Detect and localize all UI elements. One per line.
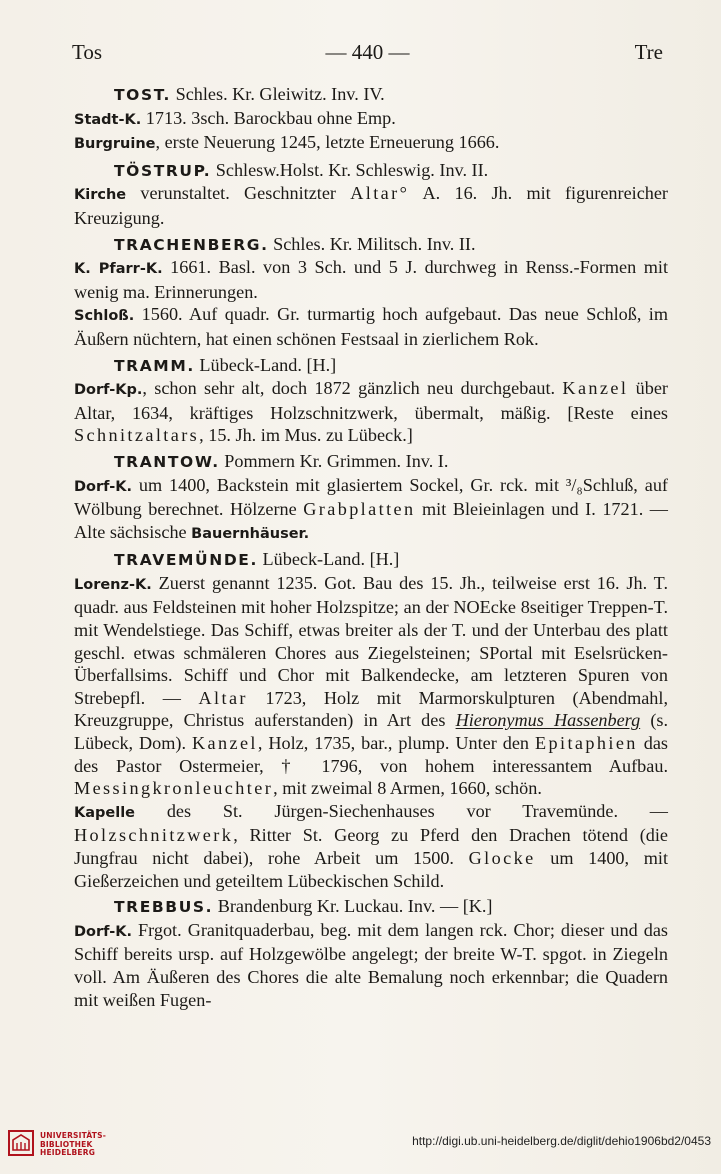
entry-keyword: Schloß. bbox=[74, 308, 135, 325]
text-run: , 15. Jh. im Mus. zu Lübeck.] bbox=[199, 425, 413, 446]
entry-place-name: TRACHENBERG. bbox=[114, 235, 269, 254]
entry-paragraph bbox=[74, 131, 668, 156]
text-run: , Ritter St. Georg zu Pferd den Drachen tötend (die Jungfrau nicht dabei), rohe Arbeit um 1500. bbox=[74, 825, 668, 868]
text-run: 1560. Auf quadr. Gr. turmartig hoch aufgebaut. Das neue Schloß, im Äußern nüchtern, hat einen schönen Festsaal in zierlichem Rok. bbox=[74, 304, 668, 349]
entry-heading bbox=[74, 548, 668, 572]
spaced-term: Holzschnitzwerk bbox=[74, 825, 234, 846]
spaced-term: Kanzel bbox=[191, 733, 258, 754]
gazetteer-entry bbox=[74, 233, 668, 351]
text-run: A. 16. Jh. mit figurenreicher Kreuzigung. bbox=[74, 183, 668, 228]
entry-place-name: TÖSTRUP. bbox=[114, 161, 212, 180]
entry-heading bbox=[74, 83, 668, 107]
entry-keyword: Stadt-K. bbox=[74, 111, 142, 128]
entry-heading bbox=[74, 895, 668, 919]
source-url-link[interactable]: http://digi.ub.uni-heidelberg.de/diglit/dehio1906bd2/0453 bbox=[412, 1134, 711, 1148]
spaced-term: Glocke bbox=[468, 848, 536, 868]
entry-paragraph bbox=[74, 572, 668, 800]
entry-keyword: Kirche bbox=[74, 187, 127, 204]
entry-keyword: Dorf-K. bbox=[74, 923, 132, 940]
entry-place-name: TOST. bbox=[114, 86, 172, 104]
text-run: 1713. 3sch. Barockbau ohne Emp. bbox=[141, 107, 396, 128]
logo-line: UNIVERSITÄTS- bbox=[40, 1131, 107, 1140]
gazetteer-entry bbox=[74, 354, 668, 447]
entry-place-name: TREBBUS. bbox=[114, 898, 214, 917]
page-number: — 440 — bbox=[325, 40, 410, 64]
text-run: Frgot. Granitquaderbau, beg. mit dem langen rck. Chor; dieser und das Schiff bereits ursp. auf Holzgewölbe angelegt; der breite W-T. spgot. in Ziegeln voll. Am Äußeren des Chores die alte Bemalung noch erkennbar; die Quadern mit weißen Fugen- bbox=[74, 919, 668, 1010]
text-run: um 1400, Backstein mit glasiertem Sockel, Gr. rck. mit ³/₈Schluß, auf Wölbung berechnet. Hölzerne bbox=[74, 474, 668, 520]
spaced-term: Altar bbox=[198, 687, 248, 708]
text-run: Pommern Kr. Grimmen. Inv. I. bbox=[219, 450, 449, 471]
text-run: um 1400, mit Gießerzeichen und geteiltem Lübeckischen Schild. bbox=[74, 848, 668, 891]
gazetteer-entry bbox=[74, 895, 668, 1011]
entry-keyword: K. Pfarr-K. bbox=[74, 261, 163, 278]
footer-bar bbox=[0, 1126, 721, 1174]
text-run: Lübeck-Land. [H.] bbox=[257, 549, 400, 570]
gazetteer-entry bbox=[74, 83, 668, 156]
entry-keyword: Dorf-K. bbox=[74, 478, 132, 495]
text-run: des St. Jürgen-Siechenhauses vor Travemünde. — bbox=[135, 800, 668, 821]
entry-paragraph bbox=[74, 256, 668, 303]
entry-keyword: Kapelle bbox=[74, 804, 136, 821]
logo-line: HEIDELBERG bbox=[40, 1148, 96, 1158]
library-logo-text bbox=[40, 1132, 106, 1158]
entry-paragraph bbox=[74, 474, 668, 546]
spaced-term: Kanzel bbox=[562, 378, 629, 399]
text-run: (s. Lübeck, Dom). bbox=[74, 710, 668, 754]
gazetteer-entry bbox=[74, 159, 668, 230]
entry-heading bbox=[74, 233, 668, 257]
gazetteer-entry bbox=[74, 548, 668, 892]
entry-keyword: Burgruine bbox=[74, 136, 156, 153]
text-run: das des Pastor Ostermeier, † 1796, von hohem interessantem Aufbau. bbox=[74, 733, 669, 776]
text-run: über Altar, 1634, kräftiges Holzschnitzwerk, übermalt, mäßig. [Reste eines bbox=[74, 378, 668, 423]
text-run: Zuerst genannt 1235. Got. Bau des 15. Jh., teilweise erst 16. Jh. T. quadr. aus Feldsteinen mit hoher Holzspitze; an der NOEcke 8seitiger Treppen-T. mit Wendelstiege. Das Schiff, etwas breiter als der T. und der Unterbau des platt geschl. etwas schmäleren Chores aus Ziegelsteinen; SPortal mit Eselsrücken-Überfallsims. Schiff und Chor mit Balkendecke, am letzteren Spuren von Strebepfl. — bbox=[74, 572, 668, 708]
text-run: Brandenburg Kr. Luckau. Inv. — [K.] bbox=[213, 896, 493, 917]
header-left-catchword: Tos bbox=[72, 40, 103, 64]
entry-paragraph bbox=[74, 303, 668, 350]
text-run: Lübeck-Land. [H.] bbox=[194, 354, 337, 375]
entry-place-name: TRANTOW. bbox=[114, 452, 220, 471]
entry-keyword: Dorf-Kp. bbox=[74, 382, 143, 399]
text-run: verunstaltet. Geschnitzter bbox=[126, 183, 351, 204]
text-run: Schles. Kr. Militsch. Inv. II. bbox=[268, 233, 476, 254]
entry-heading bbox=[74, 159, 668, 183]
running-header bbox=[72, 40, 663, 70]
entry-paragraph bbox=[74, 182, 668, 229]
text-run: 1661. Basl. von 3 Sch. und 5 J. durchweg in Renss.-Formen mit wenig ma. Erinnerungen. bbox=[74, 257, 668, 302]
library-seal-icon bbox=[8, 1130, 34, 1156]
spaced-term: Messingkronleuchter bbox=[74, 778, 274, 799]
spaced-term: Schnitzaltars bbox=[74, 425, 200, 446]
spaced-term: Grabplatten bbox=[303, 499, 416, 520]
entry-paragraph bbox=[74, 377, 668, 447]
text-run: Schlesw.Holst. Kr. Schleswig. Inv. II. bbox=[211, 159, 489, 180]
text-run: 1723, Holz mit Marmorskulpturen (Abendmahl, Kreuzgruppe, Christus auferstanden) in Art des bbox=[74, 687, 668, 731]
header-right-catchword: Tre bbox=[634, 40, 663, 64]
entry-paragraph bbox=[74, 919, 668, 1011]
entry-keyword: Lorenz-K. bbox=[74, 576, 152, 593]
text-run: Schles. Kr. Gleiwitz. Inv. IV. bbox=[171, 84, 385, 104]
entry-heading bbox=[74, 354, 668, 378]
spaced-term: Altar° bbox=[350, 183, 410, 204]
entry-keyword: Bauernhäuser. bbox=[191, 525, 310, 542]
gazetteer-entry bbox=[74, 450, 668, 545]
entry-paragraph bbox=[74, 107, 668, 132]
text-run: , mit zweimal 8 Armen, 1660, schön. bbox=[273, 778, 542, 799]
body-text bbox=[74, 80, 668, 1011]
text-run: , erste Neuerung 1245, letzte Erneuerung 1666. bbox=[155, 132, 500, 153]
artist-name: Hieronymus Hassenberg bbox=[455, 710, 641, 731]
entry-place-name: TRAVEMÜNDE. bbox=[114, 551, 258, 570]
entry-paragraph bbox=[74, 800, 668, 892]
logo-line: BIBLIOTHEK bbox=[40, 1139, 93, 1149]
entry-place-name: TRAMM. bbox=[114, 356, 195, 375]
text-run: mit Bleieinlagen und I. 1721. — Alte sächsische bbox=[74, 499, 668, 542]
text-run: , Holz, 1735, bar., plump. Unter den bbox=[257, 733, 535, 754]
spaced-term: Epitaphien bbox=[535, 733, 638, 754]
text-run: , schon sehr alt, doch 1872 gänzlich neu durchgebaut. bbox=[142, 378, 563, 399]
entry-heading bbox=[74, 450, 668, 474]
